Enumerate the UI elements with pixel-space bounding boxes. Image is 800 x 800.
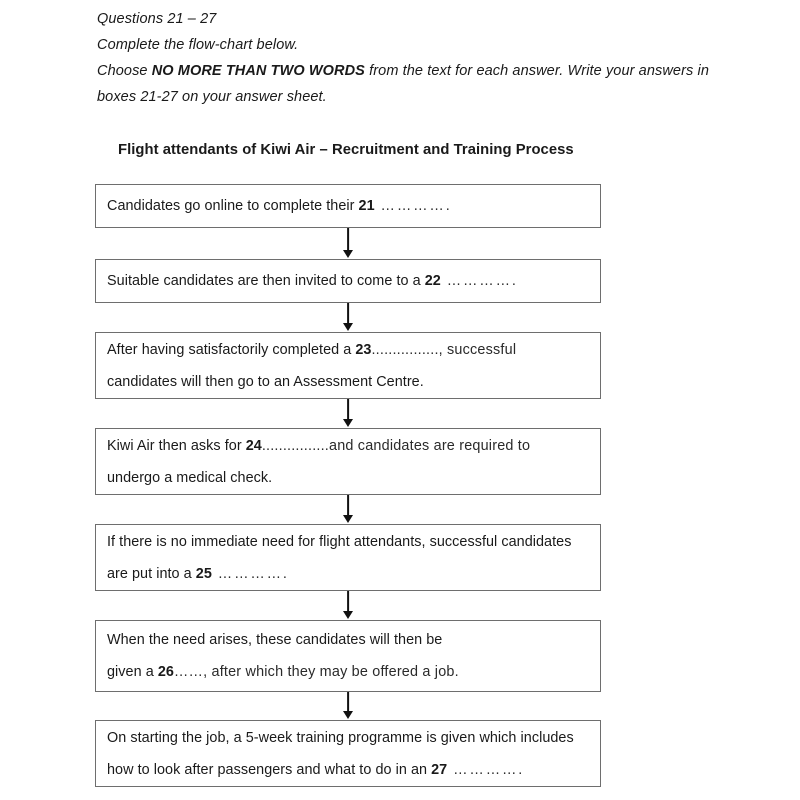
down-arrow-icon xyxy=(343,250,353,258)
node-23-text-pre: After having satisfactorily completed a xyxy=(107,341,356,358)
answer-rule-prefix: Choose xyxy=(97,63,152,79)
node-24-line-1 xyxy=(107,430,589,462)
node-25-blank-number: 25 xyxy=(195,565,212,582)
answer-rule-suffix: from the text for each answer. Write your answers in xyxy=(364,63,709,79)
questions-range-line: Questions 21 – 27 xyxy=(97,11,217,27)
flow-arrow-24-to-25 xyxy=(95,495,601,524)
arrow-stem xyxy=(347,303,349,324)
flow-arrow-23-to-24 xyxy=(95,399,601,428)
flow-arrow-25-to-26 xyxy=(95,591,601,620)
node-21-answer-dots: …………. xyxy=(374,198,452,214)
flow-arrow-21-to-22 xyxy=(95,228,601,259)
node-21-line-1 xyxy=(107,190,589,222)
flow-arrow-22-to-23 xyxy=(95,303,601,332)
node-25-answer-dots: …………. xyxy=(211,565,289,582)
down-arrow-icon xyxy=(343,515,353,523)
answer-sheet-line: boxes 21-27 on your answer sheet. xyxy=(97,89,327,105)
node-25-text-pre: are put into a xyxy=(107,565,196,582)
down-arrow-icon xyxy=(343,711,353,719)
node-24-text-pre: Kiwi Air then asks for xyxy=(107,437,246,454)
node-27-text-pre: how to look after passengers and what to do in an xyxy=(107,761,432,778)
node-26-answer-dots: ……, after which they may be offered a job. xyxy=(173,664,459,680)
flowchart-node-24 xyxy=(95,428,601,495)
node-24-blank-number: 24 xyxy=(245,437,262,454)
node-24-line-2: undergo a medical check. xyxy=(107,469,273,486)
node-22-blank-number: 22 xyxy=(424,273,441,289)
flowchart-node-22 xyxy=(95,259,601,303)
flowchart xyxy=(95,184,601,787)
flowchart-node-27 xyxy=(95,720,601,787)
flowchart-title: Flight attendants of Kiwi Air – Recruitment and Training Process xyxy=(118,142,574,158)
arrow-stem xyxy=(347,495,349,516)
node-22-answer-dots: …………. xyxy=(440,273,518,289)
arrow-stem xyxy=(347,228,349,251)
node-26-blank-number: 26 xyxy=(157,664,174,680)
node-26-text-pre: given a xyxy=(107,664,158,680)
node-23-answer-dots: ................, successful xyxy=(371,341,517,358)
down-arrow-icon xyxy=(343,611,353,619)
task-instruction-line: Complete the flow-chart below. xyxy=(97,37,299,53)
node-27-blank-number: 27 xyxy=(431,761,448,778)
down-arrow-icon xyxy=(343,419,353,427)
flowchart-node-21 xyxy=(95,184,601,228)
node-21-blank-number: 21 xyxy=(358,198,375,214)
node-27-line-1: On starting the job, a 5-week training programme is given which includes xyxy=(107,729,574,746)
arrow-stem xyxy=(347,692,349,712)
flow-arrow-26-to-27 xyxy=(95,692,601,720)
node-23-blank-number: 23 xyxy=(355,341,372,358)
node-22-line-1 xyxy=(107,265,589,297)
node-27-answer-dots: …………. xyxy=(447,761,525,778)
node-22-text-pre: Suitable candidates are then invited to come to a xyxy=(107,273,425,289)
flowchart-node-25 xyxy=(95,524,601,591)
node-24-answer-dots: ................and candidates are required to xyxy=(261,437,531,454)
node-23-line-2: candidates will then go to an Assessment Centre. xyxy=(107,373,424,390)
arrow-stem xyxy=(347,591,349,612)
instructions-block xyxy=(97,6,747,110)
arrow-stem xyxy=(347,399,349,420)
down-arrow-icon xyxy=(343,323,353,331)
node-23-line-1 xyxy=(107,334,589,366)
flowchart-node-26 xyxy=(95,620,601,692)
node-26-line-1: When the need arises, these candidates will then be xyxy=(107,632,443,648)
node-21-text-pre: Candidates go online to complete their xyxy=(107,198,359,214)
flowchart-node-23 xyxy=(95,332,601,399)
answer-rule-emphasis: NO MORE THAN TWO WORDS xyxy=(151,63,365,79)
node-26-line-2 xyxy=(107,656,589,688)
node-27-line-2 xyxy=(107,754,589,786)
node-25-line-1: If there is no immediate need for flight attendants, successful candidates xyxy=(107,533,572,550)
answer-rule-line xyxy=(97,58,747,84)
node-25-line-2 xyxy=(107,558,589,590)
